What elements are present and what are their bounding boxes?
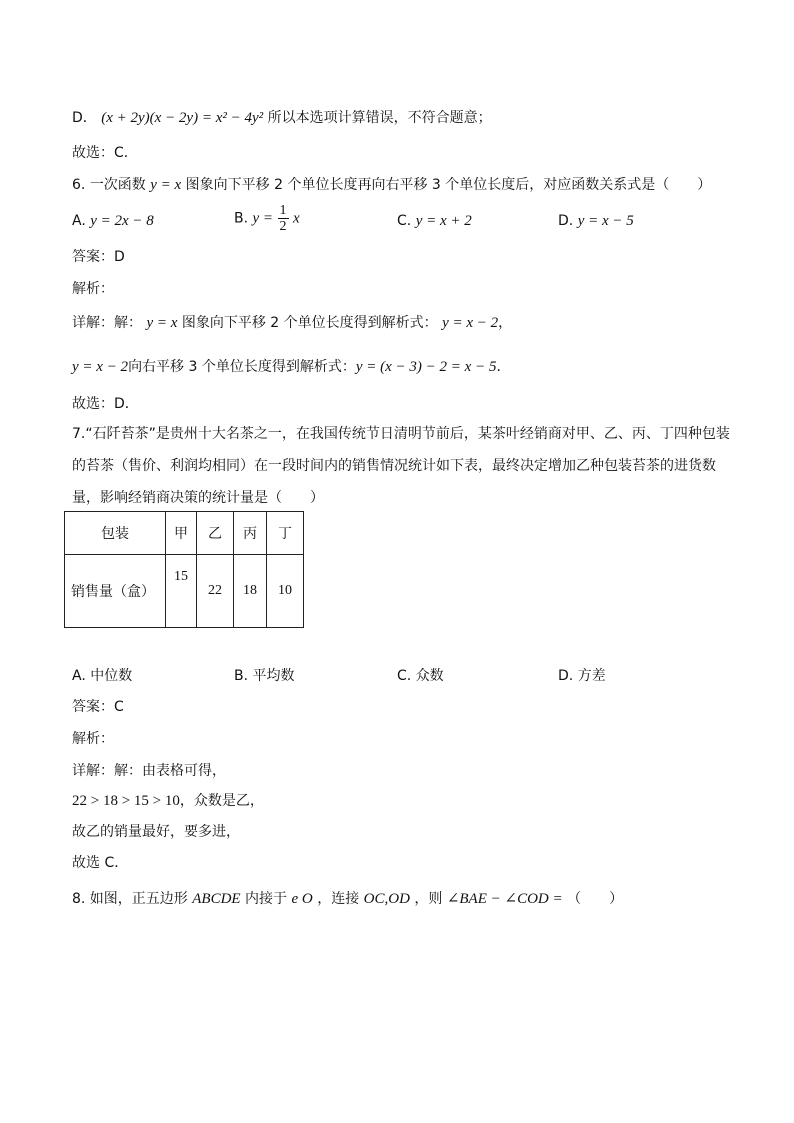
q5-option-d-text: 所以本选项计算错误，不符合题意； [267, 110, 492, 126]
q6-stem-text: 图象向下平移 2 个单位长度再向右平移 3 个单位长度后，对应函数关系式是（ ） [185, 177, 712, 193]
q6-detail-end1: ， [498, 315, 513, 331]
q6-detail-text1: 图象向下平移 2 个单位长度得到解析式： [181, 315, 438, 331]
q6-detail-line1 [72, 313, 512, 333]
table-col-header: 甲 [166, 512, 197, 555]
q7-option-c [397, 666, 444, 686]
fraction-denominator: 2 [279, 219, 287, 234]
q6-conclusion: 故选：D． [72, 396, 139, 412]
q6-option-b [234, 203, 300, 234]
q6-option-b-math-prefix: y = [252, 210, 274, 227]
sales-table [64, 511, 304, 628]
q6-option-c-label: C. [397, 213, 412, 229]
q5-option-d-label: D． [72, 110, 97, 126]
q6-option-d [558, 211, 634, 231]
fraction-numerator: 1 [279, 203, 287, 218]
q6-option-b-math-suffix: x [292, 210, 300, 227]
q8-mid1: 内接于 [245, 891, 288, 907]
q7-option-d-label: D. [558, 668, 574, 684]
q7-stem-line3: 量，影响经销商决策的统计量是（ ） [72, 490, 324, 506]
q6-detail-math1: y = x [146, 315, 178, 331]
q6-option-b-label: B. [234, 210, 249, 227]
q8-prefix: 8. 如图，正五边形 [72, 891, 188, 907]
q7-option-b-text: 平均数 [252, 668, 295, 684]
q6-stem-math: y = x [150, 177, 182, 193]
q7-option-b-label: B. [234, 668, 249, 684]
q7-detail-line1: 详解：解：由表格可得， [72, 763, 226, 779]
q6-stem [72, 175, 711, 195]
q6-option-a [72, 211, 154, 231]
q7-stem-line1: 7.“石阡苔茶”是贵州十大名茶之一，在我国传统节日清明节前后，某茶叶经销商对甲、乙、丙、丁四种包装 [72, 426, 730, 442]
table-header-label: 包装 [65, 512, 166, 555]
q7-option-d-text: 方差 [577, 668, 606, 684]
q7-detail-math: 22 > 18 > 15 > 10 [72, 793, 180, 809]
q7-stem-line2: 的苔茶（售价、利润均相同）在一段时间内的销售情况统计如下表，最终决定增加乙种包装苔茶的进货数 [72, 458, 716, 474]
q6-line2-math: y = x − 2 [72, 359, 129, 375]
q8-shape: ABCDE [192, 891, 241, 907]
q8-expression: ∠BAE − ∠COD = [446, 891, 563, 907]
q8-mid2: ，连接 [317, 891, 360, 907]
q6-answer: 答案：D [72, 249, 125, 265]
table-header-row [65, 512, 304, 555]
q5-option-d [72, 108, 492, 128]
q8-circle: e O [291, 891, 313, 907]
q6-option-d-math: y = x − 5 [577, 213, 634, 229]
table-cell: 15 [166, 555, 197, 628]
q6-line2-math2: y = (x − 3) − 2 = x − 5 [355, 359, 497, 375]
q8-mid3: ，则 [414, 891, 443, 907]
q6-line2-text: 向右平移 3 个单位长度得到解析式： [128, 359, 356, 375]
q7-analysis-label: 解析： [72, 731, 114, 747]
q8-end: （ ） [567, 891, 624, 907]
q6-stem-prefix: 一次函数 [89, 177, 146, 193]
q7-option-a-text: 中位数 [90, 668, 133, 684]
q7-option-c-text: 众数 [415, 668, 444, 684]
q7-option-a-label: A. [72, 668, 86, 684]
q6-detail-prefix: 详解：解： [72, 315, 142, 331]
table-row-label: 销售量（盒） [65, 555, 166, 628]
q8-segments: OC,OD [363, 891, 410, 907]
q7-option-a [72, 666, 132, 686]
q7-option-d [558, 666, 606, 686]
table-cell: 18 [234, 555, 267, 628]
q7-conclusion: 故选 C． [72, 855, 129, 871]
q7-answer: 答案：C [72, 699, 124, 715]
q6-line2-end: ． [496, 359, 511, 375]
q7-option-c-label: C. [397, 668, 412, 684]
table-row [65, 555, 304, 628]
table-col-header: 乙 [197, 512, 234, 555]
q7-detail-line2 [72, 791, 264, 811]
table-cell: 22 [197, 555, 234, 628]
q6-detail-line2 [72, 357, 510, 377]
q6-option-b-fraction [278, 203, 289, 234]
table-col-header: 丁 [267, 512, 304, 555]
q6-option-a-label: A. [72, 213, 86, 229]
q6-option-c [397, 211, 472, 231]
table-cell: 10 [267, 555, 304, 628]
q6-analysis-label: 解析： [72, 281, 114, 297]
q6-option-d-label: D. [558, 213, 574, 229]
q5-option-d-math: (x + 2y)(x − 2y) = x² − 4y² [101, 110, 264, 126]
q6-option-c-math: y = x + 2 [415, 213, 472, 229]
q6-number: 6. [72, 177, 86, 193]
q7-detail-line3: 故乙的销量最好，要多进， [72, 824, 240, 840]
q6-detail-math2: y = x − 2 [442, 315, 499, 331]
q5-conclusion: 故选：C． [72, 145, 138, 161]
q7-detail-text: ，众数是乙， [179, 793, 264, 809]
table-col-header: 丙 [234, 512, 267, 555]
q8-stem [72, 889, 623, 909]
q6-option-a-math: y = 2x − 8 [90, 213, 154, 229]
q7-option-b [234, 666, 295, 686]
